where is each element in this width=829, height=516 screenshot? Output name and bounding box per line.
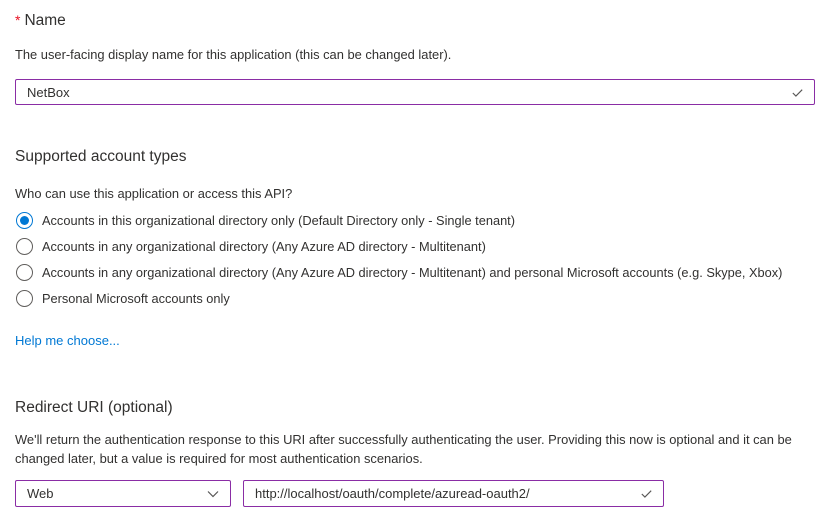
platform-select-dropdown[interactable] bbox=[15, 480, 231, 507]
name-label: Name bbox=[24, 12, 66, 29]
radio-option-personal-only[interactable] bbox=[15, 285, 815, 311]
redirect-uri-controls bbox=[15, 480, 815, 507]
radio-button-icon bbox=[16, 238, 33, 255]
radio-button-icon bbox=[16, 264, 33, 281]
radio-button-icon bbox=[16, 290, 33, 307]
radio-button-icon bbox=[16, 212, 33, 229]
account-types-heading: Supported account types bbox=[15, 148, 187, 165]
checkmark-icon bbox=[639, 486, 654, 501]
radio-option-label: Accounts in any organizational directory (Any Azure AD directory - Multitenant) and personal Microsoft accounts (e.g. Skype, Xbox) bbox=[42, 264, 783, 280]
redirect-uri-heading: Redirect URI (optional) bbox=[15, 399, 173, 416]
name-section-heading bbox=[15, 11, 815, 30]
chevron-down-icon bbox=[205, 486, 221, 502]
name-input-container bbox=[15, 79, 815, 105]
redirect-uri-input-container bbox=[243, 480, 664, 507]
account-types-question: Who can use this application or access this API? bbox=[15, 186, 293, 201]
radio-option-single-tenant[interactable] bbox=[15, 207, 815, 233]
redirect-uri-description: We'll return the authentication response to this URI after successfully authenticating the user. Providing this now is optional and it can be changed later, but a value is required for most authentication scenarios. bbox=[15, 432, 792, 466]
name-description: The user-facing display name for this application (this can be changed later). bbox=[15, 47, 452, 62]
radio-option-multitenant[interactable] bbox=[15, 233, 815, 259]
radio-option-label: Personal Microsoft accounts only bbox=[42, 290, 230, 306]
radio-option-label: Accounts in any organizational directory (Any Azure AD directory - Multitenant) bbox=[42, 238, 486, 254]
name-input[interactable] bbox=[27, 85, 782, 100]
platform-selected-value: Web bbox=[27, 486, 54, 501]
help-me-choose-link[interactable]: Help me choose... bbox=[15, 333, 120, 348]
radio-option-multitenant-personal[interactable] bbox=[15, 259, 815, 285]
checkmark-icon bbox=[790, 85, 805, 100]
required-asterisk: * bbox=[15, 12, 21, 28]
radio-option-label: Accounts in this organizational directory only (Default Directory only - Single tenant) bbox=[42, 212, 515, 228]
redirect-uri-input[interactable] bbox=[255, 486, 631, 501]
account-types-radio-group bbox=[15, 207, 815, 311]
